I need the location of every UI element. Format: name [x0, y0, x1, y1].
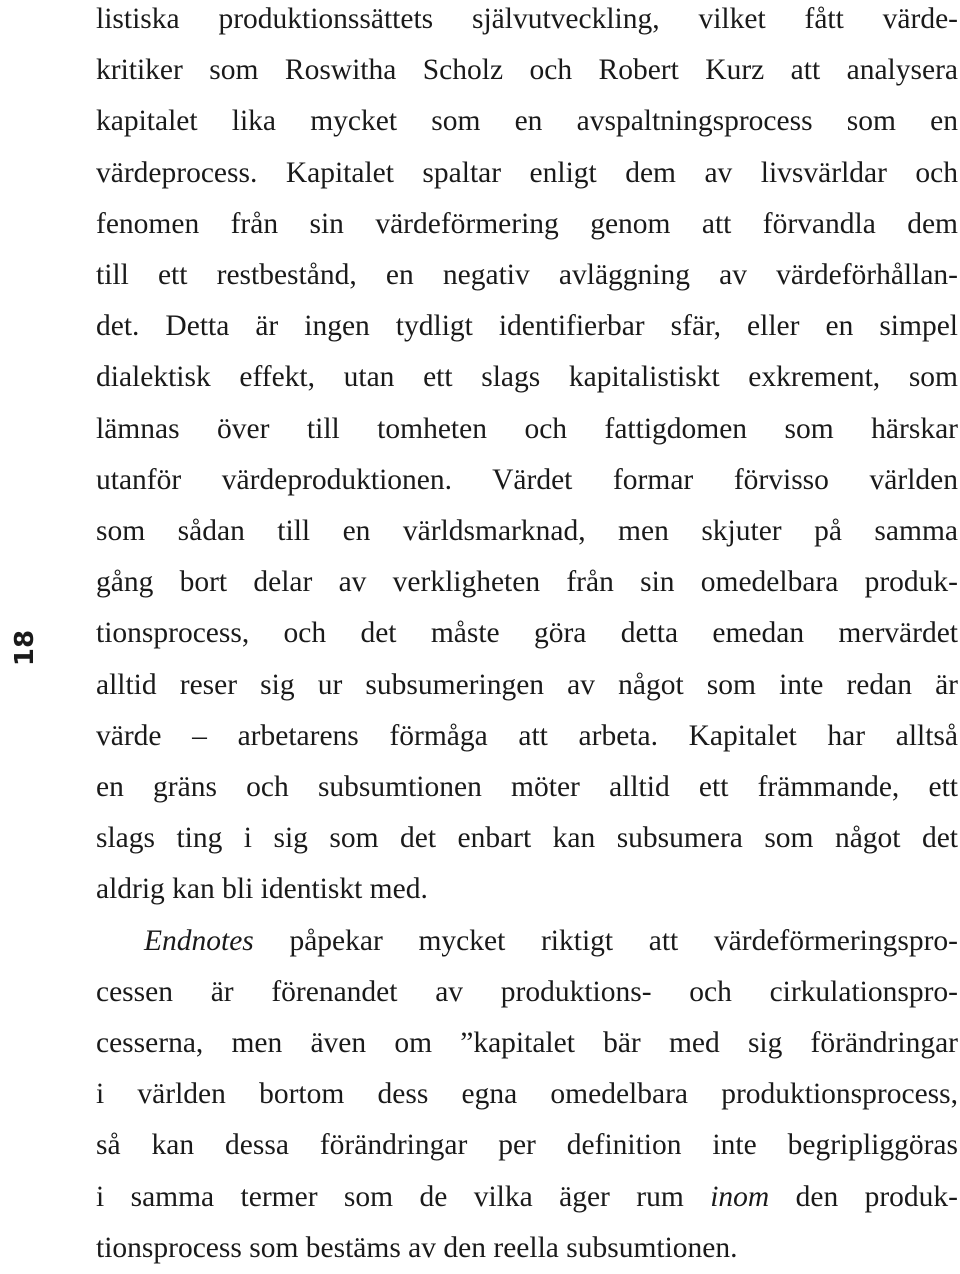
italic-word: inom [710, 1180, 770, 1213]
text-line [96, 916, 958, 967]
text-line: cesserna, men även om ”kapitalet bär med sig förändringar [96, 1027, 958, 1060]
text-line [96, 1172, 958, 1223]
text-run: i samma termer som de vilka äger rum [96, 1180, 711, 1213]
text-line: som sådan till en världsmarknad, men skjuter på samma [96, 515, 958, 548]
text-line: kapitalet lika mycket som en avspaltningsprocess som en [96, 105, 958, 138]
italic-title: Endnotes [144, 924, 254, 957]
text-line: alltid reser sig ur subsumeringen av något som inte redan är [96, 668, 958, 701]
page-number: 18 [10, 629, 40, 667]
text-line: cessen är förenandet av produktions- och cirkulationspro- [96, 975, 958, 1008]
text-line: listiska produktionssättets självutveckling, vilket fått värde- [96, 3, 958, 35]
text-line: så kan dessa förändringar per definition inte begripliggöras [96, 1129, 958, 1162]
text-line: dialektisk effekt, utan ett slags kapitalistiskt exkrement, som [96, 361, 958, 394]
text-line: lämnas över till tomheten och fattigdomen som härskar [96, 412, 958, 445]
text-line: gång bort delar av verkligheten från sin omedelbara produk- [96, 566, 958, 599]
text-line: till ett restbestånd, en negativ avläggning av värdeförhållan- [96, 259, 958, 292]
text-line: tionsprocess som bestäms av den reella subsumtionen. [96, 1231, 738, 1264]
text-line: aldrig kan bli identiskt med. [96, 873, 428, 906]
text-line: utanför värdeproduktionen. Värdet formar förvisso världen [96, 463, 958, 496]
text-line: värdeprocess. Kapitalet spaltar enligt dem av livsvärldar och [96, 156, 958, 189]
text-line: fenomen från sin värdeförmering genom att förvandla dem [96, 207, 958, 240]
text-run: påpekar mycket riktigt att värdeförmeringspro- [253, 924, 958, 957]
text-line: värde – arbetarens förmåga att arbeta. Kapitalet har alltså [96, 719, 958, 752]
body-text [96, 0, 958, 1274]
text-run: den produk- [769, 1180, 958, 1213]
text-line: tionsprocess, och det måste göra detta emedan mervärdet [96, 617, 958, 650]
text-line: det. Detta är ingen tydligt identifierbar sfär, eller en simpel [96, 310, 958, 343]
text-line: slags ting i sig som det enbart kan subsumera som något det [96, 822, 958, 855]
text-line: i världen bortom dess egna omedelbara produktionsprocess, [96, 1078, 958, 1111]
paragraph-2 [96, 916, 958, 1274]
paragraph-1 [96, 0, 958, 916]
text-line: en gräns och subsumtionen möter alltid ett främmande, ett [96, 771, 958, 804]
text-line: kritiker som Roswitha Scholz och Robert Kurz att analysera [96, 54, 958, 87]
